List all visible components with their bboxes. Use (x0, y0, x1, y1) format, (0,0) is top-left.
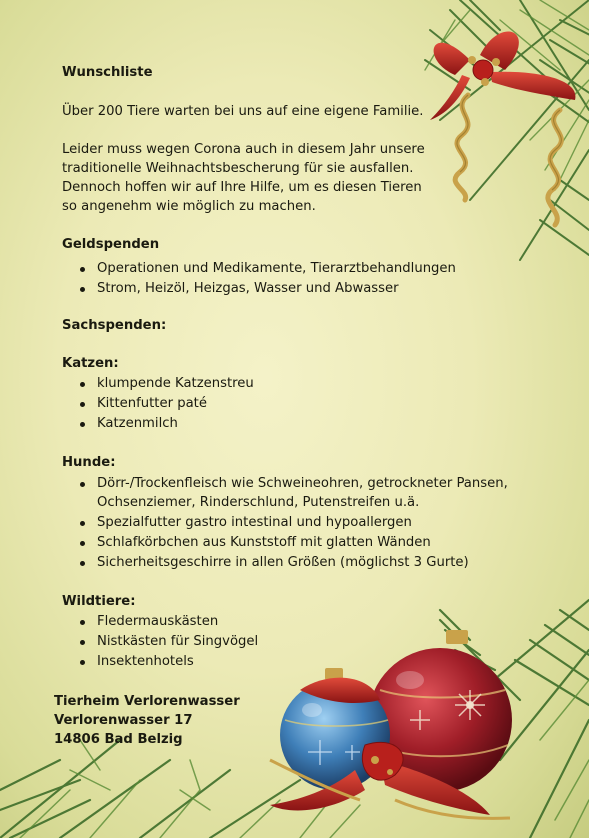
bullet-icon (80, 660, 85, 665)
bullet-icon (80, 521, 85, 526)
list-item: Nistkästen für Singvögel (97, 634, 259, 649)
bullet-icon (80, 482, 85, 487)
address-line: Verlorenwasser 17 (54, 713, 193, 728)
katzen-heading: Katzen: (62, 356, 119, 371)
list-item: Fledermauskästen (97, 614, 219, 629)
address-line: 14806 Bad Belzig (54, 732, 183, 747)
list-item: Sicherheitsgeschirre in allen Größen (möglichst 3 Gurte) (97, 555, 469, 570)
paragraph-line: traditionelle Weihnachtsbescherung für sie ausfallen. (62, 161, 414, 176)
bullet-icon (80, 541, 85, 546)
bullet-icon (80, 561, 85, 566)
address-line: Tierheim Verlorenwasser (54, 694, 240, 709)
geldspenden-heading: Geldspenden (62, 237, 160, 252)
bullet-icon (80, 422, 85, 427)
hunde-heading: Hunde: (62, 455, 116, 470)
page-title: Wunschliste (62, 65, 153, 80)
list-item: Strom, Heizöl, Heizgas, Wasser und Abwasser (97, 281, 399, 296)
list-item: Dörr-/Trockenfleisch wie Schweineohren, getrockneter Pansen, (97, 476, 508, 491)
list-item: Schlafkörbchen aus Kunststoff mit glatten Wänden (97, 535, 431, 550)
intro-text: Über 200 Tiere warten bei uns auf eine eigene Familie. (62, 104, 424, 119)
bullet-icon (80, 382, 85, 387)
bullet-icon (80, 640, 85, 645)
bullet-icon (80, 287, 85, 292)
list-item: Operationen und Medikamente, Tierarztbehandlungen (97, 261, 456, 276)
list-item: Kittenfutter paté (97, 396, 207, 411)
list-item: Insektenhotels (97, 654, 194, 669)
bullet-icon (80, 402, 85, 407)
wildtiere-heading: Wildtiere: (62, 594, 136, 609)
sachspenden-heading: Sachspenden: (62, 318, 167, 333)
list-item: Katzenmilch (97, 416, 178, 431)
list-item: Spezialfutter gastro intestinal und hypoallergen (97, 515, 412, 530)
bullet-icon (80, 620, 85, 625)
bullet-icon (80, 267, 85, 272)
paragraph-line: so angenehm wie möglich zu machen. (62, 199, 316, 214)
list-item-continuation: Ochsenziemer, Rinderschlund, Putenstreifen u.ä. (97, 495, 420, 510)
list-item: klumpende Katzenstreu (97, 376, 254, 391)
paragraph-line: Leider muss wegen Corona auch in diesem Jahr unsere (62, 142, 425, 157)
paragraph-line: Dennoch hoffen wir auf Ihre Hilfe, um es diesen Tieren (62, 180, 422, 195)
